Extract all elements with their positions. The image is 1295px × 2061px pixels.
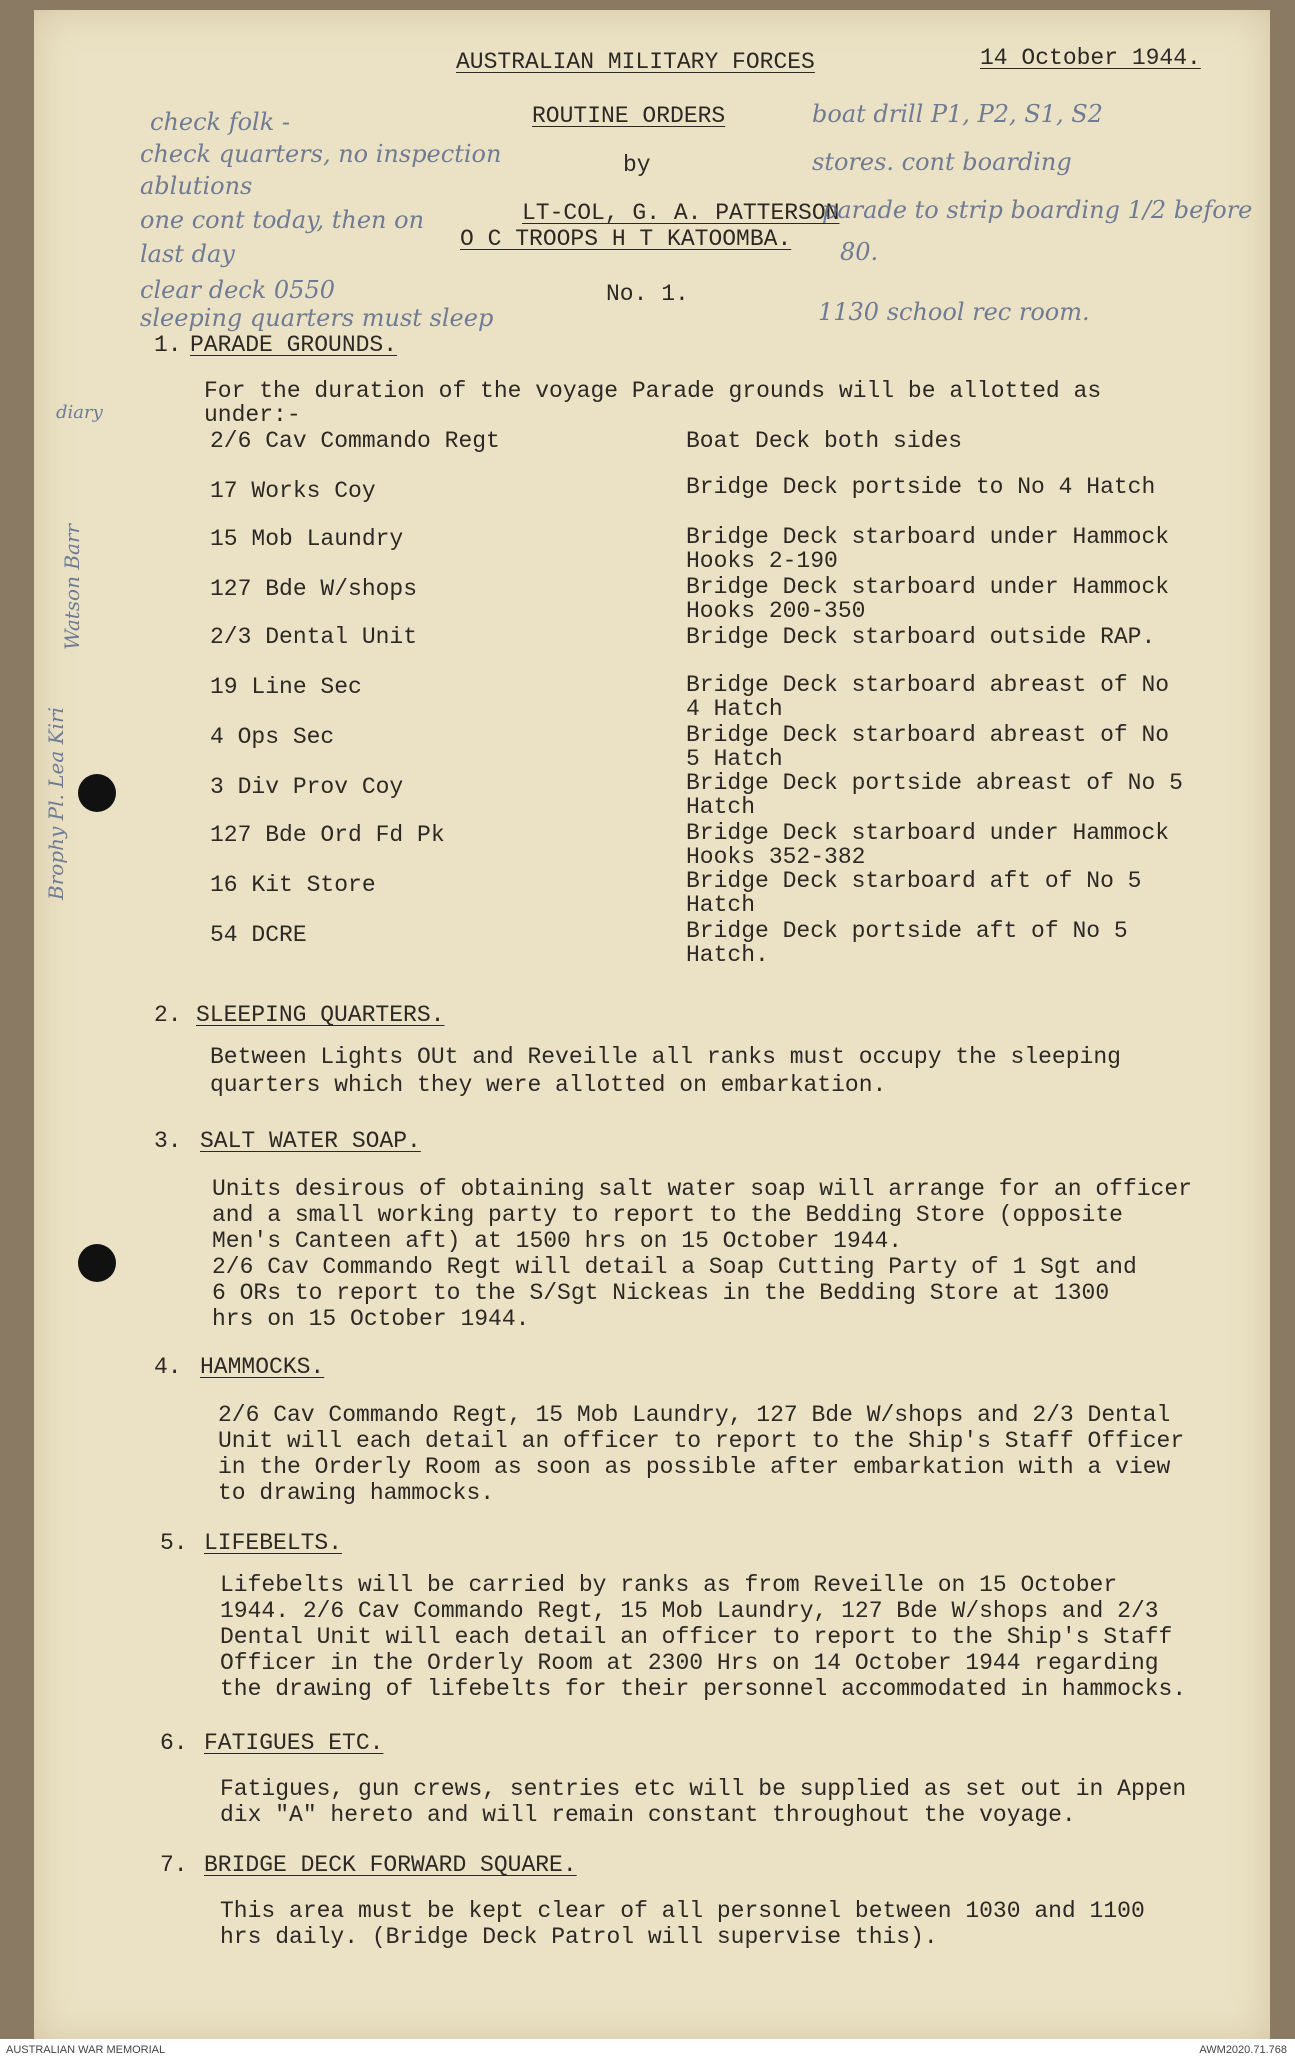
section-number: 6. (160, 1730, 188, 1756)
body-text: 1944. 2/6 Cav Commando Regt, 15 Mob Laundry, 127 Bde W/shops and 2/3 (220, 1598, 1159, 1624)
body-text: to drawing hammocks. (218, 1480, 495, 1506)
handwritten-note: check quarters, no inspection (140, 140, 502, 168)
parade-location: Hatch (686, 892, 756, 918)
parade-location: Bridge Deck starboard abreast of No (686, 722, 1170, 748)
section-heading: SALT WATER SOAP. (200, 1128, 421, 1154)
body-text: For the duration of the voyage Parade grounds will be allotted as (204, 378, 1102, 404)
section-heading: FATIGUES ETC. (204, 1730, 384, 1756)
section-heading: LIFEBELTS. (204, 1530, 343, 1556)
section-heading: BRIDGE DECK FORWARD SQUARE. (204, 1852, 577, 1878)
parade-location: Bridge Deck starboard outside RAP. (686, 624, 1156, 650)
body-text: under:- (204, 402, 301, 428)
handwritten-note: 80. (840, 238, 879, 266)
parade-unit: 127 Bde W/shops (210, 576, 418, 602)
body-text: Units desirous of obtaining salt water soap will arrange for an officer (212, 1176, 1192, 1202)
parade-unit: 4 Ops Sec (210, 724, 335, 750)
handwritten-note: boat drill P1, P2, S1, S2 (812, 100, 1103, 128)
body-text: Unit will each detail an officer to report to the Ship's Staff Officer (218, 1428, 1185, 1454)
parade-unit: 16 Kit Store (210, 872, 376, 898)
parade-location: 5 Hatch (686, 746, 783, 772)
footer-accession-number: AWM2020.71.768 (1199, 2044, 1287, 2056)
section-number: 3. (154, 1128, 182, 1154)
body-text: Between Lights OUt and Reveille all ranks must occupy the sleeping (210, 1044, 1121, 1070)
parade-location: 4 Hatch (686, 696, 783, 722)
header-org: AUSTRALIAN MILITARY FORCES (456, 49, 815, 75)
parade-location: Bridge Deck starboard abreast of No (686, 672, 1170, 698)
body-text: Men's Canteen aft) at 1500 hrs on 15 October 1944. (212, 1228, 903, 1254)
header-by: by (623, 152, 651, 178)
header-unit: O C TROOPS H T KATOOMBA. (460, 226, 792, 252)
parade-unit: 17 Works Coy (210, 478, 376, 504)
body-text: This area must be kept clear of all personnel between 1030 and 1100 (220, 1898, 1145, 1924)
header-date: 14 October 1944. (980, 45, 1201, 71)
section-heading: PARADE GROUNDS. (190, 332, 398, 358)
footer-bar (0, 2039, 1295, 2061)
handwritten-note: Watson Barr (60, 523, 84, 650)
header-title: ROUTINE ORDERS (532, 103, 726, 129)
section-number: 1. (154, 332, 182, 358)
parade-location: Bridge Deck starboard under Hammock (686, 524, 1170, 550)
section-number: 7. (160, 1852, 188, 1878)
section-heading: SLEEPING QUARTERS. (196, 1002, 445, 1028)
body-text: and a small working party to report to the Bedding Store (opposite (212, 1202, 1123, 1228)
body-text: in the Orderly Room as soon as possible after embarkation with a view (218, 1454, 1171, 1480)
parade-unit: 15 Mob Laundry (210, 526, 404, 552)
handwritten-note: last day (140, 240, 235, 268)
handwritten-note: 1130 school rec room. (818, 298, 1090, 326)
parade-unit: 3 Div Prov Coy (210, 774, 404, 800)
handwritten-note: diary (56, 402, 103, 423)
parade-location: Bridge Deck starboard aft of No 5 (686, 868, 1142, 894)
footer-credit: AUSTRALIAN WAR MEMORIAL (6, 2044, 166, 2056)
parade-location: Bridge Deck starboard under Hammock (686, 820, 1170, 846)
body-text: 2/6 Cav Commando Regt, 15 Mob Laundry, 127 Bde W/shops and 2/3 Dental (218, 1402, 1171, 1428)
handwritten-note: sleeping quarters must sleep (140, 304, 494, 332)
body-text: hrs daily. (Bridge Deck Patrol will supervise this). (220, 1924, 938, 1950)
section-heading: HAMMOCKS. (200, 1354, 325, 1380)
body-text: Dental Unit will each detail an officer to report to the Ship's Staff (220, 1624, 1173, 1650)
handwritten-note: clear deck 0550 (140, 276, 335, 304)
parade-unit: 127 Bde Ord Fd Pk (210, 822, 445, 848)
handwritten-note: Brophy Pl. Lea Kiri (44, 707, 68, 900)
parade-unit: 2/6 Cav Commando Regt (210, 428, 500, 454)
parade-location: Hatch. (686, 942, 769, 968)
parade-location: Boat Deck both sides (686, 428, 963, 454)
handwritten-note: parade to strip boarding 1/2 before (822, 196, 1253, 224)
section-number: 2. (154, 1002, 182, 1028)
body-text: 2/6 Cav Commando Regt will detail a Soap Cutting Party of 1 Sgt and (212, 1254, 1137, 1280)
parade-location: Hatch (686, 794, 756, 820)
parade-location: Hooks 200-350 (686, 598, 866, 624)
body-text: the drawing of lifebelts for their personnel accommodated in hammocks. (220, 1676, 1187, 1702)
handwritten-note: stores. cont boarding (812, 148, 1072, 176)
parade-unit: 54 DCRE (210, 922, 307, 948)
parade-location: Bridge Deck starboard under Hammock (686, 574, 1170, 600)
handwritten-note: ablutions (140, 172, 253, 200)
section-number: 5. (160, 1530, 188, 1556)
parade-unit: 19 Line Sec (210, 674, 362, 700)
order-number: No. 1. (606, 281, 689, 307)
body-text: Officer in the Orderly Room at 2300 Hrs on 14 October 1944 regarding (220, 1650, 1159, 1676)
body-text: quarters which they were allotted on embarkation. (210, 1072, 887, 1098)
punch-hole (78, 774, 116, 812)
punch-hole (78, 1244, 116, 1282)
parade-location: Bridge Deck portside abreast of No 5 (686, 770, 1183, 796)
section-number: 4. (154, 1354, 182, 1380)
parade-unit: 2/3 Dental Unit (210, 624, 418, 650)
parade-location: Hooks 352-382 (686, 844, 866, 870)
parade-location: Hooks 2-190 (686, 548, 838, 574)
handwritten-note: one cont today, then on (140, 206, 425, 234)
header-officer: LT-COL, G. A. PATTERSON (522, 200, 840, 226)
body-text: Fatigues, gun crews, sentries etc will be supplied as set out in Appen (220, 1776, 1187, 1802)
body-text: Lifebelts will be carried by ranks as from Reveille on 15 October (220, 1572, 1118, 1598)
handwritten-note: check folk - (150, 108, 291, 136)
body-text: dix "A" hereto and will remain constant throughout the voyage. (220, 1802, 1076, 1828)
parade-location: Bridge Deck portside aft of No 5 (686, 918, 1128, 944)
parade-location: Bridge Deck portside to No 4 Hatch (686, 474, 1156, 500)
body-text: 6 ORs to report to the S/Sgt Nickeas in the Bedding Store at 1300 (212, 1280, 1110, 1306)
body-text: hrs on 15 October 1944. (212, 1306, 530, 1332)
